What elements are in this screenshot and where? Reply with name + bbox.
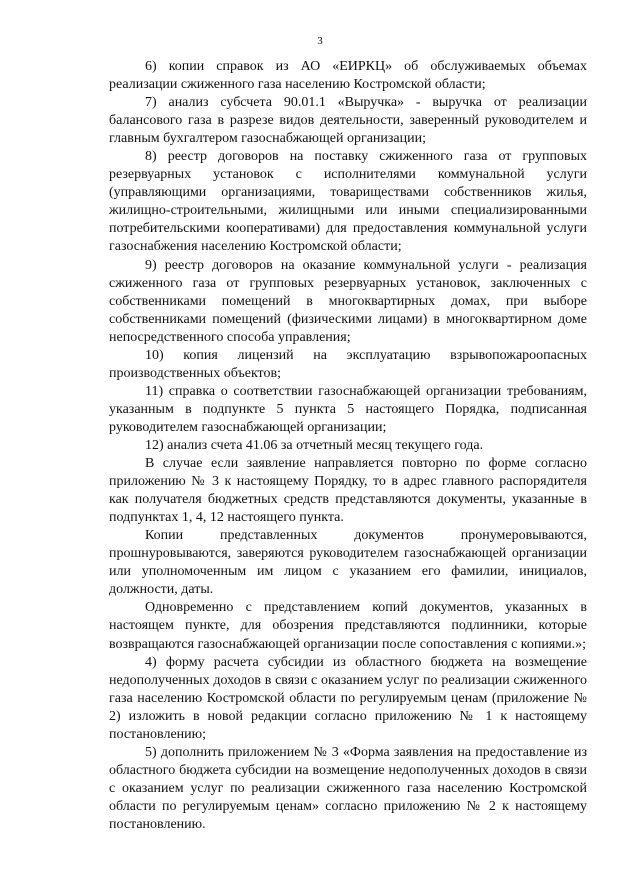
paragraph-item-10-license-copy: 10) копия лицензий на эксплуатацию взрывопожароопасных производственных объектов; [109,347,587,381]
paragraph-item-9-service-contracts-register: 9) реестр договоров на оказание коммунальной услуги - реализация сжиженного газа от групповых резервуарных установок, заключенных с собственниками помещений в многоквартирных домах, при выборе собственниками помещений (физическими лицами) в многоквартирном доме непосредственного способа управления; [109,257,587,345]
paragraph-item-5-appendix-addition: 5) дополнить приложением № 3 «Форма заявления на предоставление из областного бюджета субсидии на возмещение недополученных доходов в связи с оказанием услуг по реализации сжиженного газа населению Костромской области по регулируемым ценам» согласно приложению № 2 к настоящему постановлению. [109,744,587,832]
paragraph-item-6-copies-of-references: 6) копии справок из АО «ЕИРКЦ» об обслуживаемых объемах реализации сжиженного газа населению Костромской области; [109,59,587,93]
document-body [109,58,587,834]
paragraph-originals-presentation: Одновременно с представлением копий документов, указанных в настоящем пункте, для обозрения представляются подлинники, которые возвращаются газоснабжающей организации после сопоставления с копиями.»; [109,600,587,652]
paragraph-item-4-calculation-form: 4) форму расчета субсидии из областного бюджета на возмещение недополученных доходов в связи с оказанием услуг по реализации сжиженного газа населению Костромской области по регулируемым ценам (приложение № 2) изложить в новой редакции согласно приложению № 1 к настоящему постановлению; [109,654,587,742]
paragraph-item-11-compliance-certificate: 11) справка о соответствии газоснабжающей организации требованиям, указанным в подпункте 5 пункта 5 настоящего Порядка, подписанная руководителем газоснабжающей организации; [109,383,587,435]
paragraph-item-12-account-analysis: 12) анализ счета 41.06 за отчетный месяц текущего года. [145,437,484,453]
paragraph-copies-certification: Копии представленных документов пронумеровываются, прошнуровываются, заверяются руководителем газоснабжающей организации или уполномоченным им лицом с указанием его фамилии, инициалов, должности, даты. [109,528,587,598]
page-number: 3 [317,35,323,47]
paragraph-item-7-subaccount-analysis: 7) анализ субсчета 90.01.1 «Выручка» - выручка от реализации балансового газа в разрезе видов деятельности, заверенный руководителем и главным бухгалтером газоснабжающей организации; [109,95,587,147]
paragraph-repeated-application: В случае если заявление направляется повторно по форме согласно приложению № 3 к настоящему Порядку, то в адрес главного распорядителя как получателя бюджетных средств представляются документы, указанные в подпунктах 1, 4, 12 настоящего пункта. [109,456,587,526]
paragraph-item-8-contracts-register: 8) реестр договоров на поставку сжиженного газа от групповых резервуарных установок с исполнителями коммунальной услуги (управляющими организациями, товариществами собственников жилья, жилищно-строительными, жилищными или иными специализированными потребительскими кооперативами) для предоставления коммунальной услуги газоснабжения населению Костромской области; [109,149,587,255]
